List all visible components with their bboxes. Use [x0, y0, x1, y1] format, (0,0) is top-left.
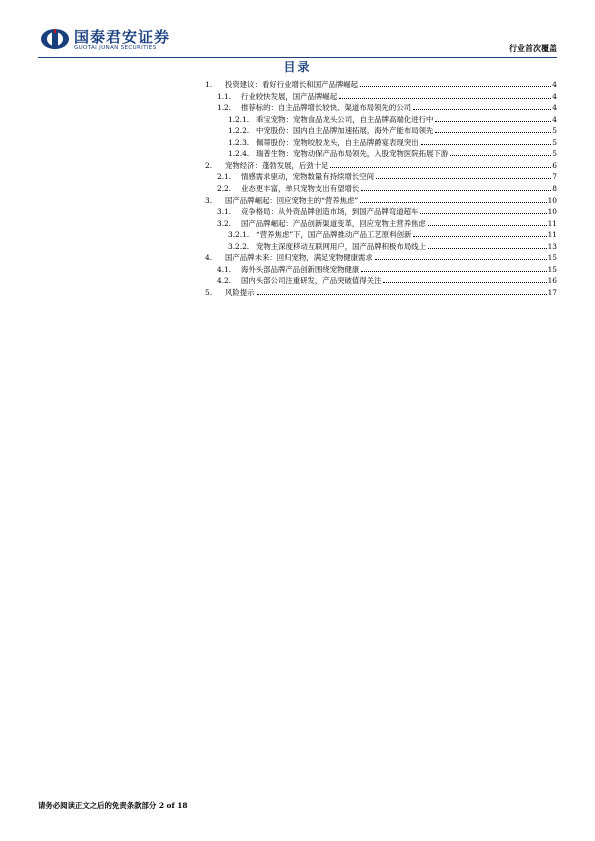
- toc-entry-title: 竞争格局：从外资品牌创造市场，到国产品牌弯道超车: [241, 207, 419, 217]
- toc-entry-page: 5: [552, 137, 557, 147]
- toc-entry[interactable]: [205, 196, 557, 206]
- toc-leader-dots: [361, 190, 551, 191]
- toc-entry-number: 3.2.: [217, 218, 232, 228]
- toc-entry-number: 3.2.2.: [228, 241, 250, 251]
- toc-entry-number: 4.: [205, 253, 213, 263]
- toc-entry-page: 17: [547, 287, 557, 297]
- toc-entry[interactable]: [217, 172, 557, 182]
- toc-leader-dots: [413, 236, 546, 237]
- toc-entry-number: 2.: [205, 160, 213, 170]
- toc-leader-dots: [361, 271, 546, 272]
- toc-entry-page: 7: [552, 172, 557, 182]
- toc-entry-number: 3.: [205, 195, 213, 205]
- toc-entry-number: 1.: [205, 80, 213, 89]
- toc-title: 目录: [283, 60, 312, 74]
- toc-entry-title: 国产品牌崛起：产品创新渠道变革，回应宠物主营养焦虑: [241, 218, 426, 228]
- toc-entry-title: 瑞普生物：宠物动保产品布局领先，入股宠物医院拓展下游: [256, 149, 449, 159]
- toc-entry[interactable]: [205, 80, 557, 90]
- toc-entry-page: 16: [547, 276, 557, 286]
- toc-entry[interactable]: [217, 207, 557, 217]
- toc-entry[interactable]: [228, 126, 557, 136]
- toc-leader-dots: [339, 98, 551, 99]
- toc-leader-dots: [428, 225, 547, 226]
- report-type-label: 行业首次覆盖: [509, 43, 557, 53]
- toc-leader-dots: [257, 294, 547, 295]
- toc-entry-number: 1.2.2.: [228, 126, 250, 136]
- toc-leader-dots: [360, 202, 546, 203]
- toc-entry-page: 11: [547, 218, 557, 228]
- toc-entry-page: 6: [552, 160, 557, 170]
- toc-entry-title: 国内头部公司注重研发，产品突破值得关注: [241, 276, 382, 286]
- toc-entry[interactable]: [228, 115, 557, 125]
- toc-leader-dots: [435, 121, 551, 122]
- toc-entry[interactable]: [217, 92, 557, 102]
- toc-entry[interactable]: [228, 149, 557, 159]
- toc-leader-dots: [375, 259, 547, 260]
- toc-entry-number: 4.1.: [217, 264, 232, 274]
- toc-entry-page: 5: [552, 126, 557, 136]
- toc-entry-page: 4: [552, 91, 557, 101]
- toc-leader-dots: [413, 109, 551, 110]
- toc-entry-number: 1.2.3.: [228, 137, 250, 147]
- toc-entry-title: 业态更丰富，单只宠物支出有望增长: [241, 183, 360, 193]
- toc-entry-number: 4.2.: [217, 276, 232, 286]
- toc-entry-title: 宠物主深度移动互联网用户，国产品牌积极布局线上: [256, 241, 426, 251]
- toc-entry[interactable]: [205, 161, 557, 171]
- toc-entry-number: 3.2.1.: [228, 230, 250, 240]
- toc-entry-title: 国产品牌未来：回归宠物，满足宠物健康需求: [225, 253, 373, 263]
- toc-entry-page: 10: [547, 195, 557, 205]
- toc-leader-dots: [421, 144, 552, 145]
- toc-entry-title: 推荐标的：自主品牌增长较快、渠道布局领先的公司: [241, 103, 411, 113]
- toc-leader-dots: [376, 178, 551, 179]
- toc-entry-title: 海外头部品牌产品创新围绕宠物健康: [241, 264, 360, 274]
- toc-entry[interactable]: [228, 138, 557, 148]
- logo-text-cn: 国泰君安证券: [74, 28, 171, 46]
- toc-entry-title: 国产品牌崛起：回应宠物主的“营养焦虑”: [225, 195, 359, 205]
- footer-disclaimer: 请务必阅读正文之后的免责条款部分 2 of 18: [38, 801, 188, 810]
- toc-entry[interactable]: [217, 103, 557, 113]
- toc-entry-title: 乖宝宠物：宠物食品龙头公司，自主品牌高端化进行中: [256, 114, 434, 124]
- toc-leader-dots: [428, 248, 547, 249]
- toc-entry-number: 2.2.: [217, 183, 232, 193]
- logo-text-en: GUOTAI JUNAN SECURITIES: [74, 45, 157, 51]
- toc-entry-page: 15: [547, 264, 557, 274]
- toc-entry[interactable]: [217, 219, 557, 229]
- toc-entry-page: 5: [552, 149, 557, 159]
- toc-leader-dots: [330, 167, 551, 168]
- toc-entry-number: 1.1.: [217, 91, 232, 101]
- toc-leader-dots: [435, 132, 551, 133]
- toc-entry-page: 10: [547, 207, 557, 217]
- toc-entry-title: 中宠股份：国内自主品牌加速拓展，海外产能布局领先: [256, 126, 434, 136]
- toc-entry[interactable]: [217, 265, 557, 275]
- toc-entry[interactable]: [217, 276, 557, 286]
- toc-entry-number: 1.2.4.: [228, 149, 250, 159]
- toc-entry[interactable]: [228, 230, 557, 240]
- toc-entry-number: 1.2.: [217, 103, 232, 113]
- toc-entry-title: 风险提示: [225, 287, 255, 297]
- toc-entry-page: 4: [552, 103, 557, 113]
- toc-entry-page: 11: [547, 230, 557, 240]
- toc-entry-page: 4: [552, 80, 557, 89]
- toc-entry-title: 佩蒂股份：宠物咬胶龙头，自主品牌爵宴表现突出: [256, 137, 419, 147]
- toc-entry[interactable]: [205, 253, 557, 263]
- toc-leader-dots: [420, 213, 546, 214]
- toc-entry-title: 情感需求驱动，宠物数量有持续增长空间: [241, 172, 375, 182]
- toc-entry-title: 行业较快发展，国产品牌崛起: [241, 91, 338, 101]
- toc-leader-dots: [450, 155, 551, 156]
- toc-entry-page: 15: [547, 253, 557, 263]
- toc-entry-page: 8: [552, 183, 557, 193]
- toc-entry-page: 4: [552, 114, 557, 124]
- toc-entry-number: 1.2.1.: [228, 114, 250, 124]
- toc-entry[interactable]: [228, 242, 557, 252]
- toc-entry-number: 5.: [205, 287, 213, 297]
- toc-entry-number: 3.1.: [217, 207, 232, 217]
- toc-entry-page: 13: [547, 241, 557, 251]
- toc-leader-dots: [383, 282, 546, 283]
- toc-entry-title: “营养焦虑”下，国产品牌推动产品工艺原料创新: [256, 230, 412, 240]
- toc-entry-title: 投资建议：看好行业增长和国产品牌崛起: [225, 80, 359, 89]
- toc-entry-title: 宠物经济：蓬勃发展，后劲十足: [225, 160, 329, 170]
- toc-entry[interactable]: [205, 288, 557, 298]
- logo-mark-icon: [40, 28, 70, 50]
- toc-entry[interactable]: [217, 184, 557, 194]
- toc-leader-dots: [360, 86, 551, 87]
- toc-entry-number: 2.1.: [217, 172, 232, 182]
